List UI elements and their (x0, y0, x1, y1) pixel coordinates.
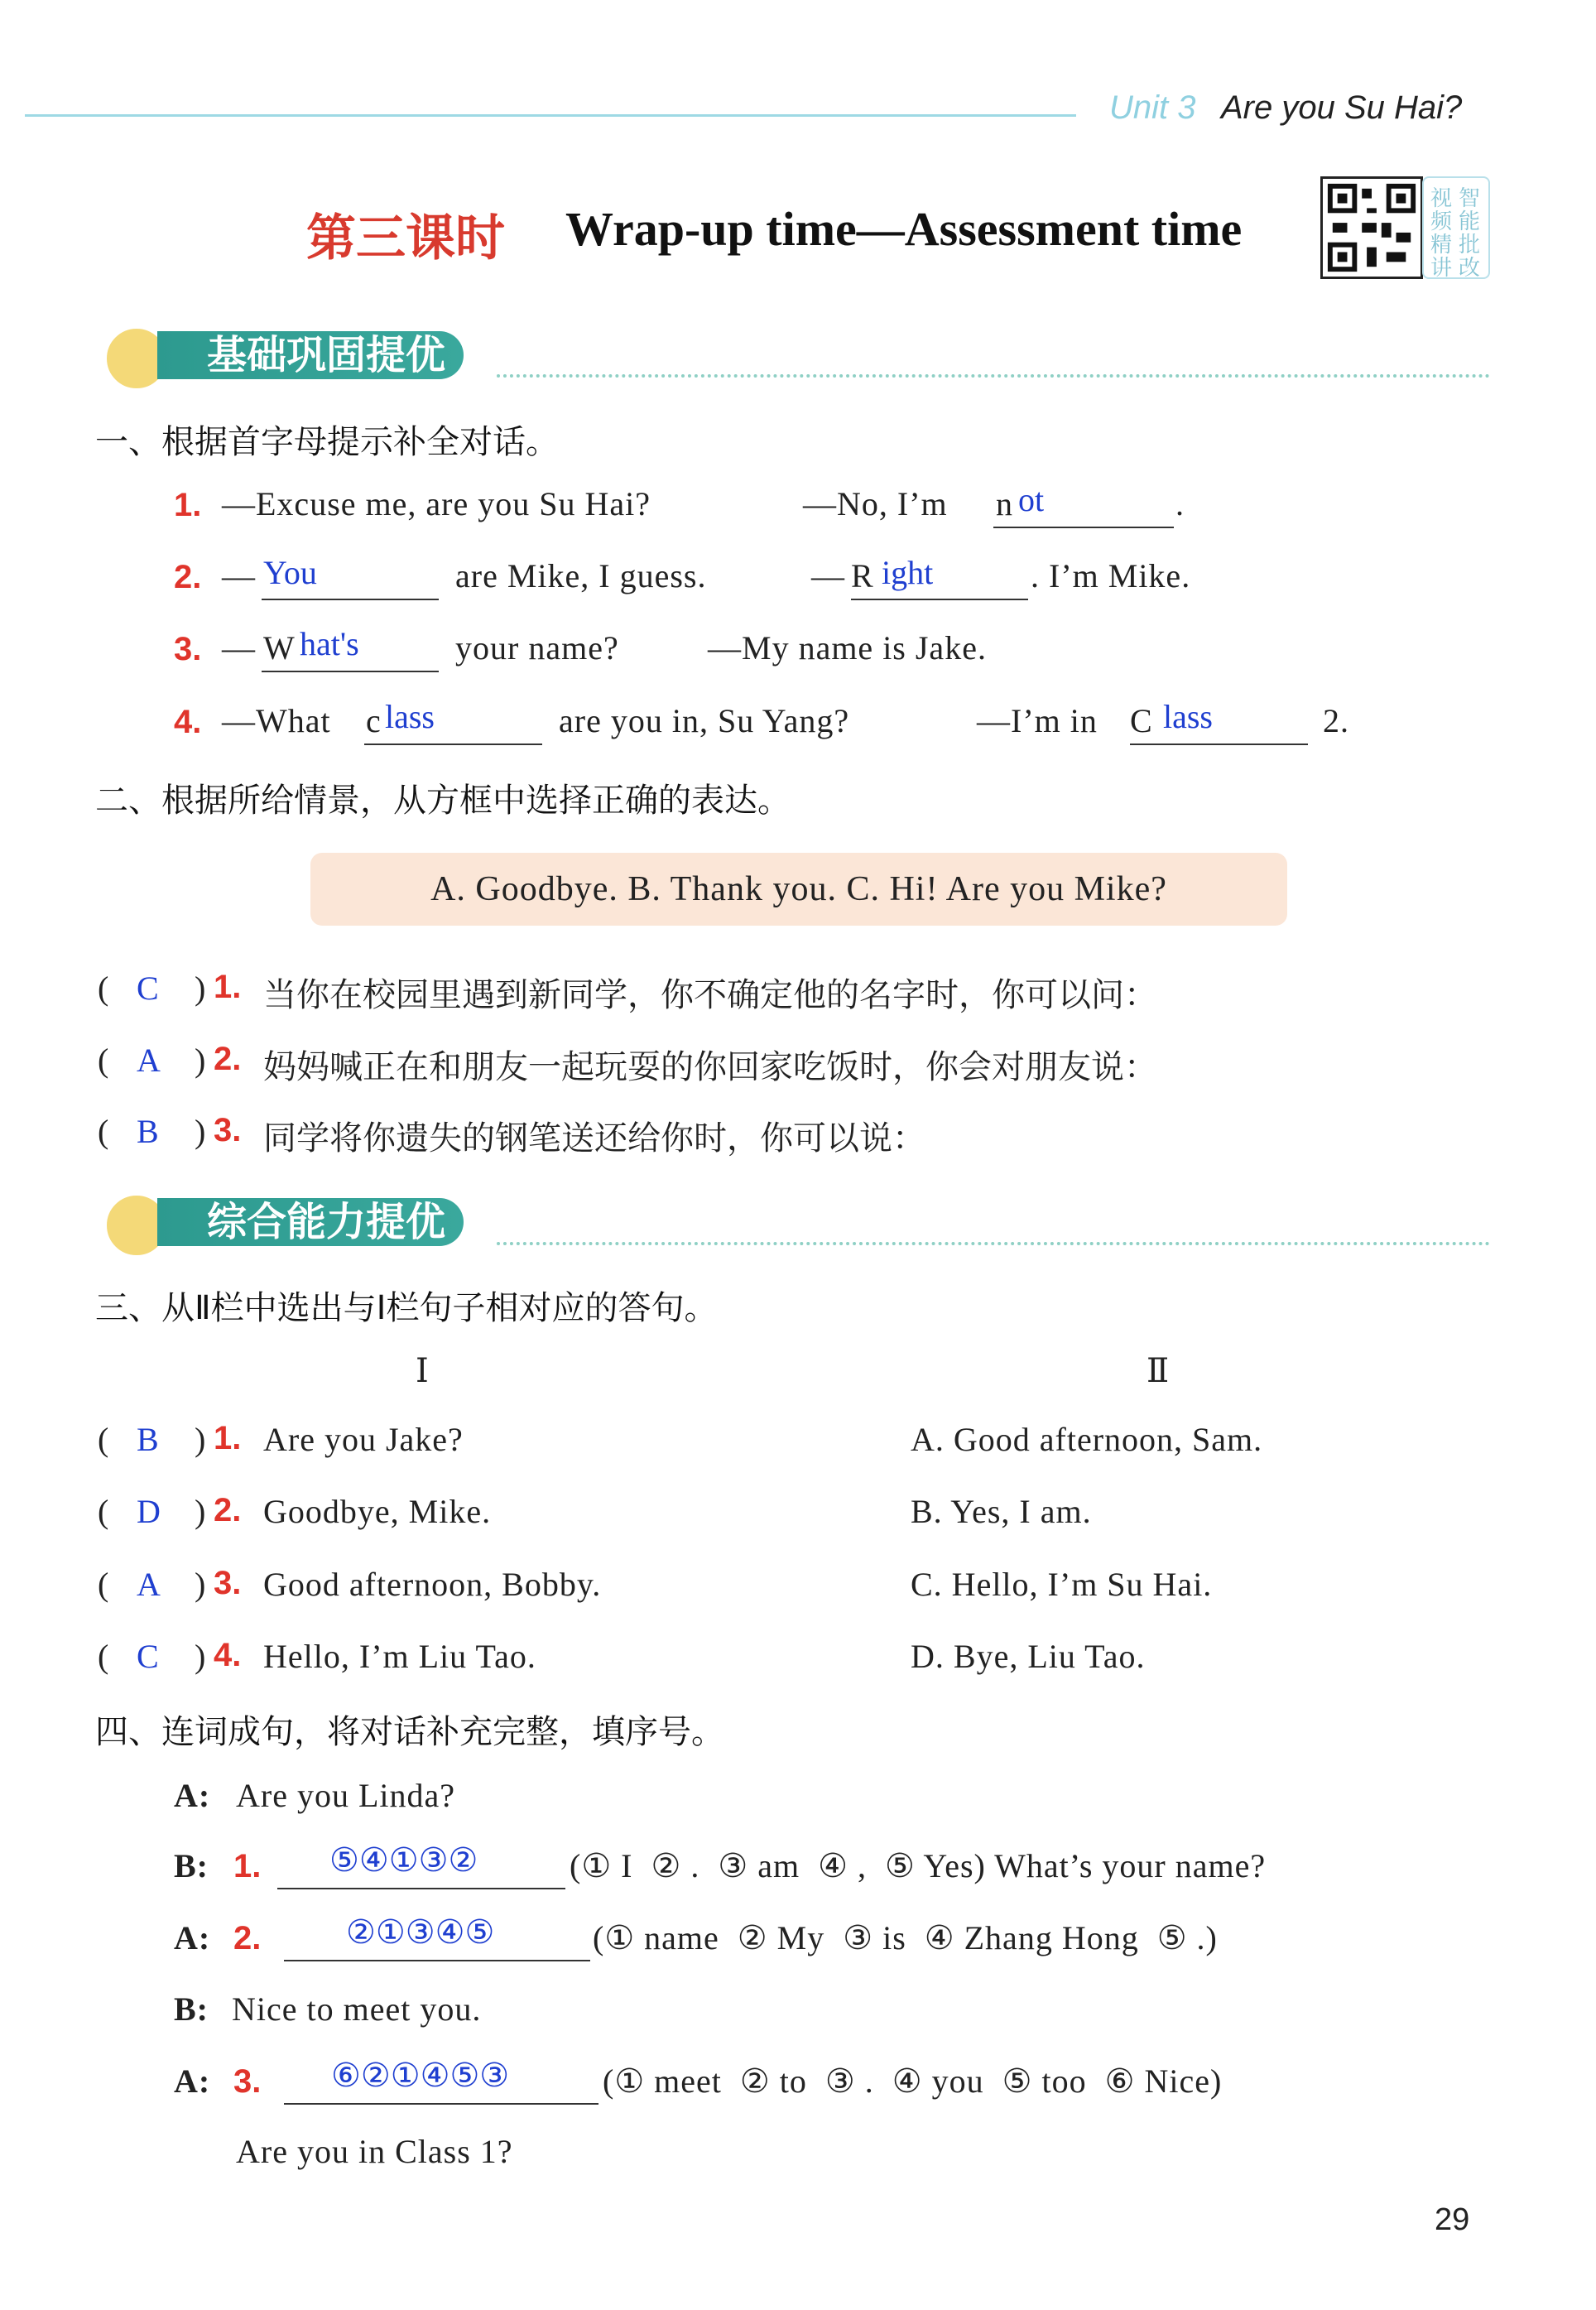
paren-close: ) (195, 1113, 206, 1150)
column-2-header: Ⅱ (1147, 1352, 1171, 1389)
paren-open: ( (98, 1113, 109, 1150)
answer-sequence: ⑤④①③② (329, 1841, 478, 1879)
dialogue-line: Are you Linda? (236, 1777, 456, 1814)
section-banner-basic: 基础巩固提优 (157, 331, 464, 379)
initial-letter: c (366, 702, 382, 739)
item-number: 3. (214, 1112, 242, 1148)
column-2-sentence: C. Hello, I’m Su Hai. (911, 1566, 1213, 1603)
section-divider (497, 374, 1490, 378)
choice-answer: B (137, 1113, 159, 1150)
column-2-sentence: A. Good afternoon, Sam. (911, 1421, 1263, 1458)
item-number: 1. (233, 1848, 262, 1884)
answer-text: hat's (300, 625, 359, 662)
item-number: 4. (214, 1637, 242, 1673)
column-1-sentence: Hello, I’m Liu Tao. (263, 1638, 536, 1675)
punct: . (1175, 485, 1185, 522)
answer-sequence: ②①③④⑤ (346, 1913, 495, 1951)
item-number: 2. (214, 1041, 242, 1077)
dialogue-a: are you in, Su Yang? (559, 702, 850, 739)
answer-blank[interactable] (277, 1888, 565, 1889)
choice-answer: C (137, 970, 159, 1007)
qr-label-char: 精 (1430, 233, 1453, 257)
item-number: 1. (214, 1420, 242, 1456)
paren-close: ) (195, 1421, 206, 1458)
choice-answer: A (137, 1042, 161, 1079)
answer-blank[interactable] (1130, 744, 1308, 745)
speaker-label: A: (174, 1777, 211, 1814)
column-1-sentence: Are you Jake? (263, 1421, 464, 1458)
paren-close: ) (195, 1566, 206, 1603)
answer-blank[interactable] (284, 1960, 590, 1961)
initial-letter: W (263, 629, 296, 667)
dialogue-b: —No, I’m (803, 485, 948, 522)
speaker-label: B: (174, 1990, 209, 2028)
lesson-number-cn: 第三课时 (306, 209, 505, 267)
speaker-label: A: (174, 1919, 211, 1956)
answer-blank[interactable] (262, 599, 439, 600)
unit-label: Unit 3 (1109, 89, 1196, 126)
answer-blank[interactable] (262, 671, 439, 672)
dialogue-line: Nice to meet you. (232, 1990, 482, 2028)
section-banner-advanced: 综合能力提优 (157, 1198, 464, 1246)
paren-open: ( (98, 1042, 109, 1079)
item-number: 4. (174, 704, 202, 740)
page-number: 29 (1435, 2202, 1470, 2237)
dialogue-b: —My name is Jake. (708, 629, 987, 667)
question-4-title: 四、连词成句，将对话补充完整，填序号。 (95, 1713, 724, 1751)
dash: — (222, 557, 256, 594)
paren-open: ( (98, 970, 109, 1007)
dash: — (811, 557, 845, 594)
qr-label-char: 智 (1459, 186, 1481, 210)
qr-label-char: 批 (1459, 233, 1481, 257)
dash: — (222, 629, 256, 667)
answer-blank[interactable] (284, 2103, 598, 2105)
qr-code-icon[interactable] (1320, 176, 1423, 279)
dialogue-b: . I’m Mike. (1031, 557, 1191, 594)
answer-text: ot (1018, 481, 1045, 518)
qr-feature-labels (1422, 176, 1490, 279)
answer-text: lass (385, 698, 435, 735)
lesson-title: Wrap-up time—Assessment time (565, 202, 1243, 256)
paren-open: ( (98, 1638, 109, 1675)
dialogue-a: —What (222, 702, 331, 739)
item-number: 1. (214, 969, 242, 1005)
scenario-text: 同学将你遗失的钢笔送还给你时，你可以说： (263, 1119, 925, 1157)
choice-answer: D (137, 1493, 161, 1530)
speaker-label: B: (174, 1847, 209, 1884)
question-3-title: 三、从Ⅱ栏中选出与Ⅰ栏句子相对应的答句。 (95, 1289, 718, 1327)
initial-letter: n (996, 485, 1013, 522)
column-2-sentence: B. Yes, I am. (911, 1493, 1092, 1530)
answer-blank[interactable] (851, 599, 1028, 600)
dialogue-b: 2. (1323, 702, 1349, 739)
paren-close: ) (195, 1042, 206, 1079)
initial-letter: R (851, 557, 874, 594)
question-2-title: 二、根据所给情景，从方框中选择正确的表达。 (95, 782, 791, 820)
qr-label-char: 讲 (1430, 256, 1453, 280)
answer-text: lass (1163, 698, 1213, 735)
paren-open: ( (98, 1421, 109, 1458)
scenario-text: 当你在校园里遇到新同学，你不确定他的名字时，你可以问： (263, 976, 1157, 1014)
paren-open: ( (98, 1493, 109, 1530)
dialogue-line: Are you in Class 1? (236, 2133, 513, 2170)
item-number: 3. (233, 2063, 262, 2100)
qr-label-char: 视 (1430, 186, 1453, 210)
dialogue-a: —Excuse me, are you Su Hai? (222, 485, 651, 522)
item-number: 2. (214, 1492, 242, 1528)
item-number: 2. (174, 559, 202, 595)
paren-open: ( (98, 1566, 109, 1603)
qr-label-char: 改 (1459, 256, 1481, 280)
item-number: 2. (233, 1920, 262, 1956)
item-number: 1. (174, 487, 202, 523)
dialogue-a: your name? (455, 629, 619, 667)
column-2-sentence: D. Bye, Liu Tao. (911, 1638, 1146, 1675)
unit-title: Are you Su Hai? (1221, 89, 1463, 126)
scenario-text: 妈妈喊正在和朋友一起玩耍的你回家吃饭时，你会对朋友说： (263, 1048, 1157, 1086)
word-bank: (① meet ② to ③ . ④ you ⑤ too ⑥ Nice) (603, 2062, 1223, 2100)
answer-blank[interactable] (993, 527, 1174, 528)
dialogue-a: are Mike, I guess. (455, 557, 707, 594)
column-1-header: Ⅰ (416, 1352, 430, 1389)
item-number: 3. (174, 631, 202, 667)
paren-close: ) (195, 970, 206, 1007)
dialogue-b: —I’m in (977, 702, 1098, 739)
paren-close: ) (195, 1493, 206, 1530)
answer-blank[interactable] (364, 744, 542, 745)
word-bank: (① I ② . ③ am ④ , ⑤ Yes) What’s your name? (570, 1847, 1267, 1884)
speaker-label: A: (174, 2062, 211, 2100)
answer-text: ight (882, 554, 934, 591)
word-bank: (① name ② My ③ is ④ Zhang Hong ⑤ .) (593, 1919, 1218, 1956)
section-divider (497, 1242, 1490, 1245)
question-1-title: 一、根据首字母提示补全对话。 (95, 423, 559, 461)
qr-label-char: 能 (1459, 209, 1481, 233)
initial-letter: C (1130, 702, 1153, 739)
column-1-sentence: Goodbye, Mike. (263, 1493, 492, 1530)
paren-close: ) (195, 1638, 206, 1675)
choice-answer: A (137, 1566, 161, 1603)
qr-label-char: 频 (1430, 209, 1453, 233)
options-box: A. Goodbye. B. Thank you. C. Hi! Are you Mike? (310, 853, 1287, 926)
choice-answer: C (137, 1638, 159, 1675)
answer-text: You (263, 554, 317, 591)
choice-answer: B (137, 1421, 159, 1458)
item-number: 3. (214, 1565, 242, 1601)
answer-sequence: ⑥②①④⑤③ (331, 2057, 510, 2095)
header-rule (25, 114, 1076, 117)
column-1-sentence: Good afternoon, Bobby. (263, 1566, 602, 1603)
